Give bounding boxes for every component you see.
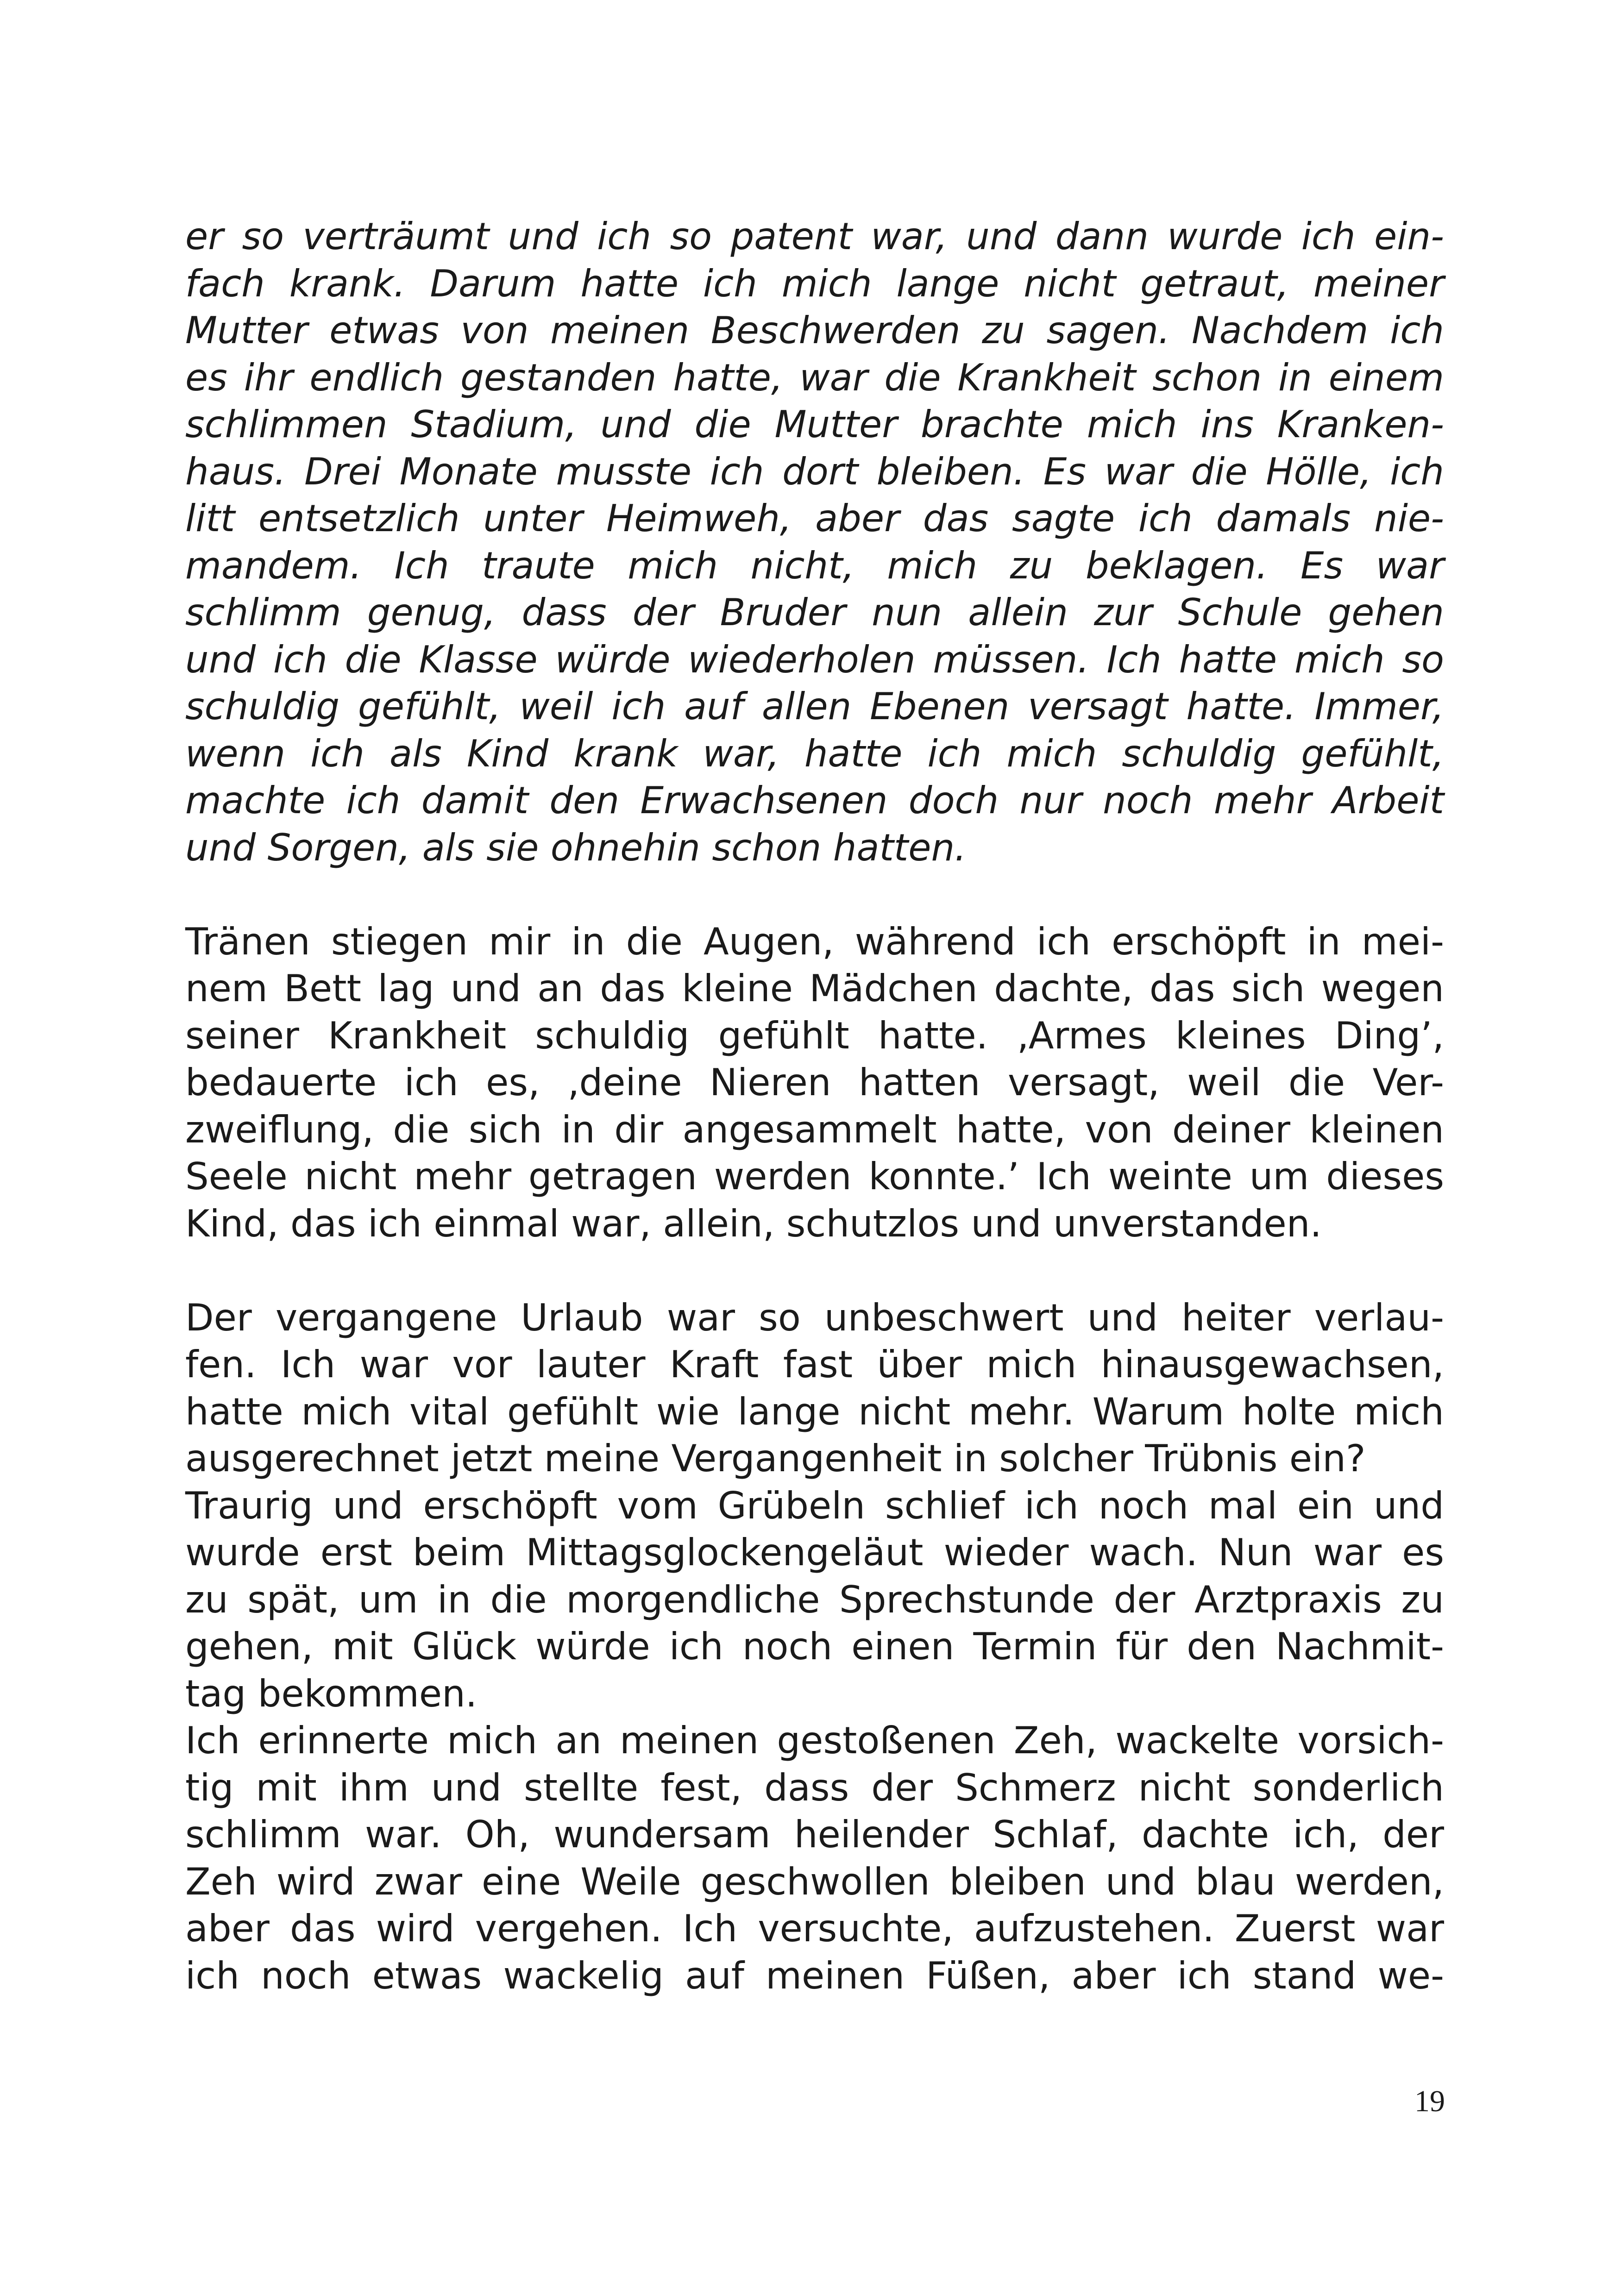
text-line: bedauerte ich es, ‚deine Nieren hatten versagt, weil die Ver- [185, 1061, 1444, 1104]
text-line: Der vergangene Urlaub war so unbeschwert und heiter verlau- [185, 1296, 1444, 1339]
text-line: Mutter etwas von meinen Beschwerden zu sagen. Nachdem ich [185, 309, 1444, 352]
page-number: 19 [1414, 2084, 1445, 2118]
text-line: fach krank. Darum hatte ich mich lange nicht getraut, meiner [185, 262, 1444, 305]
paragraph-gap [185, 871, 1444, 918]
text-line: schlimm war. Oh, wundersam heilender Schlaf, dachte ich, der [185, 1813, 1444, 1856]
text-line: er so verträumt und ich so patent war, und dann wurde ich ein- [185, 215, 1444, 258]
text-line: fen. Ich war vor lauter Kraft fast über mich hinausgewachsen, [185, 1343, 1444, 1386]
text-line: schlimm genug, dass der Bruder nun allein zur Schule gehen [185, 591, 1444, 634]
text-line: zu spät, um in die morgendliche Sprechstunde der Arztpraxis zu [185, 1578, 1444, 1621]
text-line: und Sorgen, als sie ohnehin schon hatten. [185, 826, 967, 869]
text-line: mandem. Ich traute mich nicht, mich zu beklagen. Es war [185, 544, 1444, 587]
text-line: wurde erst beim Mittagsglockengeläut wieder wach. Nun war es [185, 1531, 1444, 1574]
text-line: tig mit ihm und stellte fest, dass der Schmerz nicht sonderlich [185, 1766, 1444, 1809]
text-line: haus. Drei Monate musste ich dort bleiben. Es war die Hölle, ich [185, 450, 1444, 493]
text-line: es ihr endlich gestanden hatte, war die Krankheit schon in einem [185, 356, 1444, 399]
text-line: Zeh wird zwar eine Weile geschwollen bleiben und blau werden, [185, 1860, 1444, 1903]
text-line: und ich die Klasse würde wiederholen müssen. Ich hatte mich so [185, 638, 1444, 681]
text-line: gehen, mit Glück würde ich noch einen Termin für den Nachmit- [185, 1625, 1444, 1668]
paragraph-tears [185, 918, 1444, 1248]
text-line: Ich erinnerte mich an meinen gestoßenen Zeh, wackelte vorsich- [185, 1719, 1444, 1762]
text-line: hatte mich vital gefühlt wie lange nicht mehr. Warum holte mich [185, 1390, 1444, 1433]
text-line: tag bekommen. [185, 1672, 478, 1715]
text-line: Traurig und erschöpft vom Grübeln schlief ich noch mal ein und [185, 1484, 1444, 1527]
text-line: machte ich damit den Erwachsenen doch nur noch mehr Arbeit [185, 779, 1444, 822]
paragraph-sleep [185, 1482, 1444, 1718]
paragraph-vacation [185, 1294, 1444, 1482]
text-line: schuldig gefühlt, weil ich auf allen Ebenen versagt hatte. Immer, [185, 685, 1444, 728]
text-line: aber das wird vergehen. Ich versuchte, aufzustehen. Zuerst war [185, 1907, 1444, 1950]
text-line: litt entsetzlich unter Heimweh, aber das sagte ich damals nie- [185, 497, 1444, 540]
paragraph-memory-italic [185, 213, 1444, 871]
text-line: seiner Krankheit schuldig gefühlt hatte. ‚Armes kleines Ding’, [185, 1014, 1444, 1057]
text-line: ich noch etwas wackelig auf meinen Füßen, aber ich stand we- [185, 1954, 1444, 1997]
text-line: ausgerechnet jetzt meine Vergangenheit in solcher Trübnis ein? [185, 1437, 1366, 1480]
paragraph-gap [185, 1247, 1444, 1294]
text-line: wenn ich als Kind krank war, hatte ich mich schuldig gefühlt, [185, 732, 1444, 775]
paragraph-toe [185, 1717, 1444, 1999]
text-line: schlimmen Stadium, und die Mutter brachte mich ins Kranken- [185, 403, 1444, 446]
text-line: Seele nicht mehr getragen werden konnte.’ Ich weinte um dieses [185, 1155, 1444, 1198]
text-line: nem Bett lag und an das kleine Mädchen dachte, das sich wegen [185, 967, 1444, 1010]
page-body [185, 213, 1444, 1999]
text-line: Kind, das ich einmal war, allein, schutzlos und unverstanden. [185, 1202, 1322, 1245]
text-line: zweiflung, die sich in dir angesammelt hatte, von deiner kleinen [185, 1108, 1444, 1151]
text-line: Tränen stiegen mir in die Augen, während ich erschöpft in mei- [185, 920, 1444, 963]
